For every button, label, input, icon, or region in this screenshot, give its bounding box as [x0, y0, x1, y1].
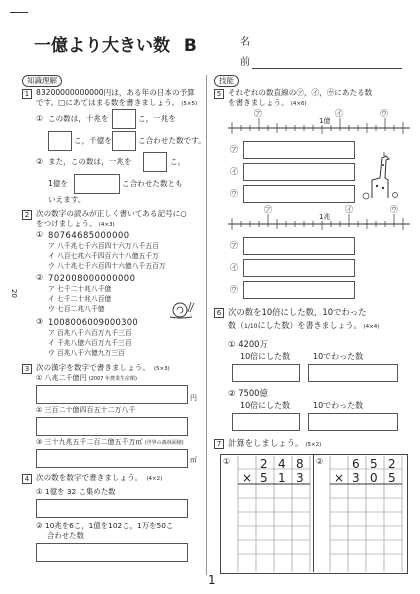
q4-number: 4 — [22, 474, 32, 484]
line2-answer-b[interactable] — [243, 259, 355, 277]
page-number: 20 — [9, 289, 18, 298]
q6-text-2: 数（1/10にした数）を書きましょう。 (4×4) — [228, 321, 380, 330]
line2-answer-c[interactable] — [243, 281, 355, 299]
line1-mark-c: ㋒ — [380, 109, 388, 118]
q4-answer-2[interactable] — [36, 543, 188, 562]
q4-item1: ① 1億を 32 こ集めた数 — [36, 487, 116, 496]
q2-item2-opt-a[interactable]: ア 七千二十兆八千億 — [48, 285, 112, 293]
q2-item3-opt-b[interactable]: イ 千兆八億六百万九千三百 — [48, 339, 132, 347]
q3-text: 次の漢字を数字で書きましょう。 (5×3) — [36, 363, 170, 372]
q1-s1-num: ① — [36, 114, 44, 123]
q5-text-1: それぞれの数直線の㋐，㋑，㋒にあたる数 — [228, 88, 373, 97]
giraffe-illustration — [362, 150, 398, 200]
q2-text-2: をつけましょう。 (4×3) — [36, 219, 115, 228]
calc1-bottom-2: 1 — [278, 471, 286, 485]
line1-answer-c[interactable] — [243, 185, 355, 203]
name-label: 名 — [240, 37, 250, 48]
calc2-top-3: 2 — [388, 457, 396, 471]
q3-item3: ③ 三十九兆五千二百二億五千万㎡ (世界の森林面積) — [36, 438, 184, 446]
q6-item1: ① 4200万 — [228, 339, 268, 349]
footer-number: 1 — [208, 573, 216, 587]
snail-illustration — [165, 298, 195, 320]
q1-s2-c: 1億を — [48, 179, 69, 188]
q6-item1-label-b: 10でわった数 — [313, 352, 364, 361]
column-divider — [206, 75, 207, 575]
q1-s1-a: この数は，十兆を — [48, 114, 109, 123]
q1-box-b[interactable] — [48, 131, 72, 151]
q1-box-e[interactable] — [74, 174, 120, 194]
q4-item2-line2: 合わせた数 — [47, 531, 84, 540]
calc2-num: ② — [316, 457, 324, 466]
line1-answer-a[interactable] — [243, 141, 355, 159]
calc1-top-1: 2 — [260, 457, 268, 471]
line2-ans-c-label: ㋒ — [230, 285, 238, 294]
q2-item1-opt-c[interactable]: ウ 八十兆七千六百四十六億八千五百万 — [48, 262, 166, 270]
q6-item2-label-b: 10でわった数 — [313, 401, 364, 410]
q2-item3-num: ③ — [36, 317, 44, 326]
q7-text: 計算をしましょう。 (5×2) — [228, 438, 322, 448]
q1-s1-d: こ合わせた数です。 — [138, 136, 206, 145]
q5-number: 5 — [214, 89, 224, 99]
q6-item2-answer-a[interactable] — [232, 413, 300, 431]
q6-item2-answer-b[interactable] — [308, 413, 398, 431]
right-section-tag: 技能 — [214, 75, 239, 87]
q1-text-2: です。□にあてはまる数を書きましょう。 (5×5) — [36, 98, 198, 107]
q2-item3-opt-a[interactable]: ア 百兆八千六百万九千三百 — [48, 329, 132, 337]
q1-box-d[interactable] — [143, 152, 167, 172]
calc-divider — [313, 454, 314, 572]
calc1-num: ① — [223, 457, 231, 466]
q1-s2-num: ② — [36, 157, 44, 166]
q1-s1-c: こ，千億を — [74, 136, 112, 145]
line1-ans-c-label: ㋒ — [230, 189, 238, 198]
q3-answer-3[interactable] — [36, 449, 188, 468]
q3-answer-1[interactable] — [36, 385, 188, 404]
q6-item1-answer-b[interactable] — [308, 364, 398, 382]
calc2-bottom-2: 0 — [370, 471, 378, 485]
q1-s2-b: こ， — [170, 157, 186, 166]
q2-item1-num: ① — [36, 230, 44, 239]
title-grade: B — [183, 36, 197, 56]
line2-ans-a-label: ㋐ — [230, 241, 238, 250]
line1-mark-b: ㋑ — [335, 109, 343, 118]
line2-label: 1兆 — [319, 213, 331, 221]
calc1-op: × — [242, 471, 253, 485]
calc2-bottom-3: 5 — [388, 471, 396, 485]
q3-item2: ② 三百二十億四百五十二万八千 — [36, 406, 136, 414]
line2-mark-b: ㋑ — [345, 205, 353, 214]
q3-item1: ① 八兆二千億円 (2007 年農業生産額) — [36, 374, 137, 382]
q7-number: 7 — [214, 439, 224, 449]
q2-item3-value: 1008006009000300 — [48, 317, 139, 327]
calc1-top-3: 8 — [296, 457, 304, 471]
calc1-bottom-3: 3 — [296, 471, 304, 485]
line1-mark-a: ㋐ — [254, 109, 262, 118]
q1-s2-d: こ合わせた数とも — [122, 179, 183, 188]
line2-mark-a: ㋐ — [264, 205, 272, 214]
q2-item2-value: 702008000000000 — [48, 273, 136, 283]
line1-label: 1億 — [319, 117, 331, 125]
line2-mark-c: ㋒ — [390, 205, 398, 214]
q4-item2: ② 10兆を6こ，1億を102こ，1万を50こ — [36, 521, 174, 530]
q6-item1-label-a: 10倍にした数 — [240, 352, 291, 361]
calc2-op: × — [334, 471, 345, 485]
calc1-top-2: 4 — [278, 457, 286, 471]
line1-ans-b-label: ㋑ — [230, 167, 238, 176]
line1-ans-a-label: ㋐ — [230, 145, 238, 154]
q1-box-a[interactable] — [112, 109, 136, 129]
q6-item1-answer-a[interactable] — [232, 364, 300, 382]
q1-text-1: 83200000000000円は，ある年の日本の予算 — [36, 88, 195, 97]
q1-s1-b: こ，一兆を — [138, 114, 176, 123]
number-line-2 — [226, 205, 412, 234]
q1-box-c[interactable] — [112, 131, 136, 151]
left-section-tag: 知識理解 — [22, 75, 62, 87]
name-field[interactable] — [252, 67, 402, 69]
calc2-top-1: 6 — [352, 457, 360, 471]
q3-unit-3: ㎡ — [190, 456, 197, 464]
line2-answer-a[interactable] — [243, 237, 355, 255]
q1-number: 1 — [22, 89, 32, 99]
calc1-bottom-1: 5 — [260, 471, 268, 485]
calc2-top-2: 5 — [370, 457, 378, 471]
q3-answer-2[interactable] — [36, 417, 188, 436]
q2-item3-opt-c[interactable]: ウ 百兆八千六億九万三百 — [48, 349, 125, 357]
name-label-2: 前 — [240, 57, 250, 68]
line2-ans-b-label: ㋑ — [230, 263, 238, 272]
q2-item2-num: ② — [36, 273, 44, 282]
q6-item2-label-a: 10倍にした数 — [240, 401, 291, 410]
q1-s2-e: いえます。 — [48, 195, 86, 204]
q2-item2-opt-b[interactable]: イ 七千二十兆八百億 — [48, 295, 112, 303]
line1-answer-b[interactable] — [243, 163, 355, 181]
q5-text-2: を書きましょう。 (4×6) — [228, 98, 307, 107]
q6-text-1: 次の数を10倍にした数，10でわった — [228, 307, 367, 317]
q2-item1-opt-a[interactable]: ア 八千兆七千六百四十六万八千五百 — [48, 242, 159, 250]
q2-item1-value: 80764685000000 — [48, 230, 130, 240]
q2-item1-opt-b[interactable]: イ 八百七兆六千四百六十八億五千万 — [48, 252, 159, 260]
q4-answer-1[interactable] — [36, 499, 188, 518]
q2-text-1: 次の数字の読みが正しく書いてある記号に○ — [36, 209, 187, 218]
q4-text: 次の数を数字で書きましょう。 (4×2) — [36, 473, 163, 482]
calc2-bottom-1: 3 — [352, 471, 360, 485]
q3-unit-1: 円 — [190, 394, 197, 402]
q2-item2-opt-c[interactable]: ウ 七百二兆八千億 — [48, 305, 105, 313]
q6-number: 6 — [214, 308, 224, 318]
q1-s2-a: また，この数は，一兆を — [48, 157, 132, 166]
page-title: 一億より大きい数 B — [34, 36, 197, 56]
corner-line — [10, 12, 28, 13]
q2-number: 2 — [22, 210, 32, 220]
q6-item2: ② 7500億 — [228, 388, 268, 398]
q3-number: 3 — [22, 364, 32, 374]
